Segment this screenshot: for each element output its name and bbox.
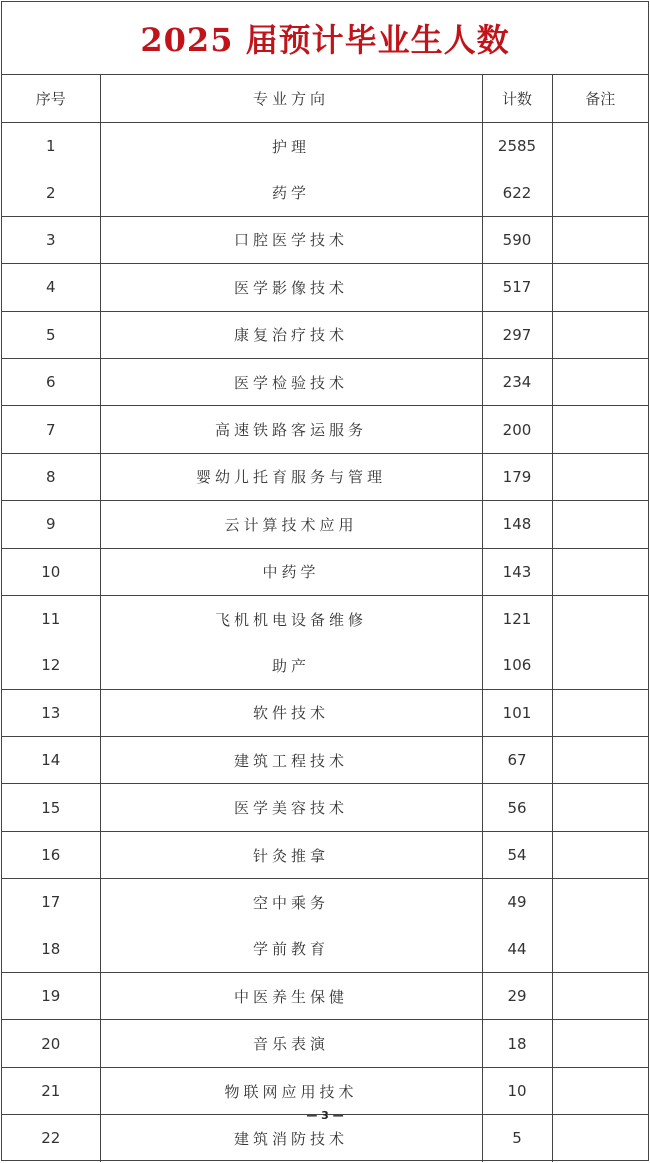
cell-major: 药学 [100, 169, 482, 216]
cell-note [552, 642, 648, 689]
table-row [2, 406, 648, 453]
cell-note [552, 737, 648, 784]
cell-note [552, 926, 648, 973]
cell-no: 1 [2, 123, 100, 170]
cell-count: 10 [482, 1067, 552, 1114]
table-row [2, 595, 648, 642]
cell-major: 针灸推拿 [100, 831, 482, 878]
cell-note [552, 358, 648, 405]
table-row [2, 689, 648, 736]
cell-count: 29 [482, 973, 552, 1020]
cell-no: 18 [2, 926, 100, 973]
cell-note [552, 501, 648, 548]
cell-count: 121 [482, 595, 552, 642]
cell-count: 49 [482, 879, 552, 926]
cell-no: 16 [2, 831, 100, 878]
cell-count: 179 [482, 453, 552, 500]
table-row [2, 831, 648, 878]
cell-major: 婴幼儿托育服务与管理 [100, 453, 482, 500]
cell-major: 云计算技术应用 [100, 501, 482, 548]
table-row [2, 169, 648, 216]
cell-no: 19 [2, 973, 100, 1020]
cell-count: 234 [482, 358, 552, 405]
header-no: 序号 [2, 75, 100, 123]
cell-major: 医学检验技术 [100, 358, 482, 405]
cell-note [552, 1115, 648, 1162]
cell-no: 2 [2, 169, 100, 216]
table-row [2, 973, 648, 1020]
cell-note [552, 831, 648, 878]
cell-major: 助产 [100, 642, 482, 689]
cell-count: 590 [482, 216, 552, 263]
cell-major: 高速铁路客运服务 [100, 406, 482, 453]
cell-no: 11 [2, 595, 100, 642]
table-row [2, 1115, 648, 1162]
table-row [2, 358, 648, 405]
table-row [2, 737, 648, 784]
cell-no: 15 [2, 784, 100, 831]
cell-no: 3 [2, 216, 100, 263]
header-count: 计数 [482, 75, 552, 123]
cell-note [552, 1067, 648, 1114]
cell-no: 9 [2, 501, 100, 548]
table-sheet [1, 1, 649, 1161]
cell-note [552, 1020, 648, 1067]
cell-count: 517 [482, 264, 552, 311]
table-row [2, 548, 648, 595]
cell-count: 56 [482, 784, 552, 831]
table-header-row [2, 75, 648, 123]
cell-count: 54 [482, 831, 552, 878]
page-number: — 3 — [306, 1109, 344, 1122]
cell-note [552, 311, 648, 358]
cell-count: 67 [482, 737, 552, 784]
cell-no: 12 [2, 642, 100, 689]
cell-count: 2585 [482, 123, 552, 170]
cell-no: 7 [2, 406, 100, 453]
table-row [2, 123, 648, 170]
cell-note [552, 973, 648, 1020]
cell-count: 200 [482, 406, 552, 453]
graduates-table [2, 75, 648, 1162]
cell-note [552, 595, 648, 642]
cell-note [552, 123, 648, 170]
cell-major: 中医养生保健 [100, 973, 482, 1020]
cell-no: 21 [2, 1067, 100, 1114]
cell-count: 143 [482, 548, 552, 595]
cell-count: 106 [482, 642, 552, 689]
cell-no: 14 [2, 737, 100, 784]
cell-major: 建筑消防技术 [100, 1115, 482, 1162]
cell-note [552, 548, 648, 595]
header-major: 专业方向 [100, 75, 482, 123]
cell-no: 10 [2, 548, 100, 595]
cell-major: 中药学 [100, 548, 482, 595]
cell-major: 软件技术 [100, 689, 482, 736]
cell-count: 148 [482, 501, 552, 548]
cell-no: 17 [2, 879, 100, 926]
table-row [2, 879, 648, 926]
cell-major: 空中乘务 [100, 879, 482, 926]
cell-major: 医学美容技术 [100, 784, 482, 831]
cell-no: 6 [2, 358, 100, 405]
cell-note [552, 784, 648, 831]
table-row [2, 264, 648, 311]
cell-note [552, 169, 648, 216]
cell-count: 18 [482, 1020, 552, 1067]
cell-major: 康复治疗技术 [100, 311, 482, 358]
cell-note [552, 264, 648, 311]
page-title: 2025 届预计毕业生人数 [2, 2, 648, 75]
cell-count: 622 [482, 169, 552, 216]
cell-major: 医学影像技术 [100, 264, 482, 311]
cell-no: 20 [2, 1020, 100, 1067]
table-row [2, 784, 648, 831]
cell-major: 飞机机电设备维修 [100, 595, 482, 642]
cell-no: 4 [2, 264, 100, 311]
cell-major: 护理 [100, 123, 482, 170]
cell-no: 5 [2, 311, 100, 358]
cell-note [552, 453, 648, 500]
cell-no: 13 [2, 689, 100, 736]
cell-note [552, 879, 648, 926]
cell-count: 297 [482, 311, 552, 358]
table-row [2, 311, 648, 358]
table-row [2, 501, 648, 548]
cell-major: 口腔医学技术 [100, 216, 482, 263]
cell-count: 5 [482, 1115, 552, 1162]
table-row [2, 1020, 648, 1067]
cell-count: 101 [482, 689, 552, 736]
header-note: 备注 [552, 75, 648, 123]
table-row [2, 642, 648, 689]
cell-no: 22 [2, 1115, 100, 1162]
cell-count: 44 [482, 926, 552, 973]
cell-major: 音乐表演 [100, 1020, 482, 1067]
cell-major: 物联网应用技术 [100, 1067, 482, 1114]
table-row [2, 216, 648, 263]
cell-no: 8 [2, 453, 100, 500]
cell-major: 建筑工程技术 [100, 737, 482, 784]
cell-note [552, 216, 648, 263]
cell-note [552, 689, 648, 736]
table-row [2, 926, 648, 973]
cell-major: 学前教育 [100, 926, 482, 973]
cell-note [552, 406, 648, 453]
table-row [2, 1067, 648, 1114]
table-row [2, 453, 648, 500]
